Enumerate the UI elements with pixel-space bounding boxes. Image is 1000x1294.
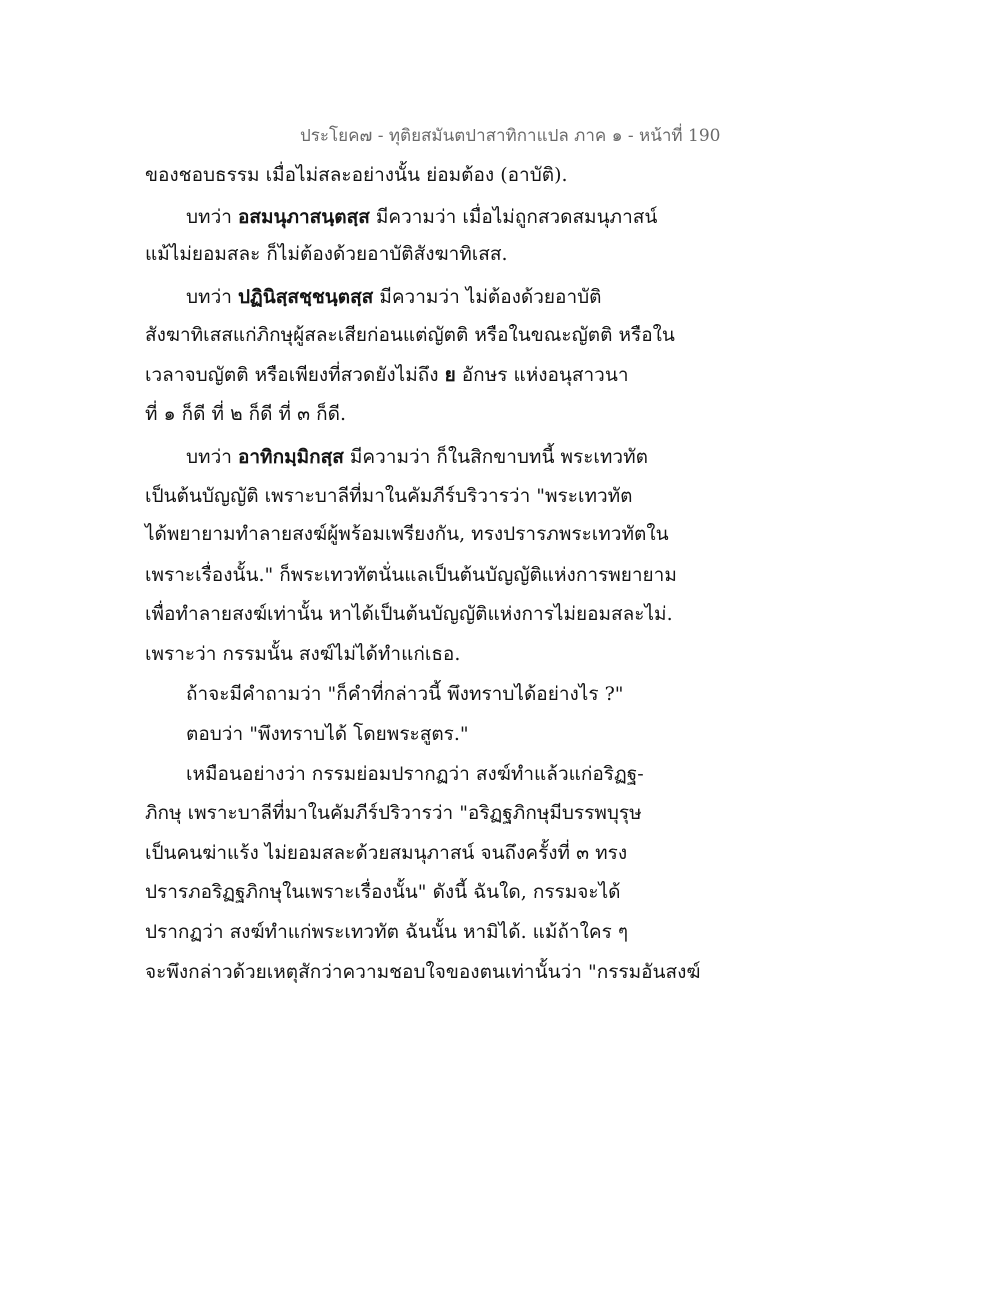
text-line-4 xyxy=(186,283,602,311)
text-line-8 xyxy=(186,443,648,471)
text-line-10: ได้พยายามทำลายสงฆ์ผู้พร้อมเพรียงกัน, ทรงปรารภพระเทวทัตใน xyxy=(145,523,669,545)
text-line-18: เป็นคนฆ่าแร้ง ไม่ยอมสละด้วยสมนุภาสน์ จนถึงครั้งที่ ๓ ทรง xyxy=(145,842,628,864)
line-rest: มีความว่า ก็ในสิกขาบทนี้ พระเทวทัต xyxy=(343,446,648,468)
line-lead: บทว่า xyxy=(186,286,238,308)
defined-term: ปฏินิสฺสชฺชนฺตสฺส xyxy=(237,286,374,308)
defined-term: อาทิกมฺมิกสฺส xyxy=(237,446,344,468)
text-line-9: เป็นต้นบัญญัติ เพราะบาลีที่มาในคัมภีร์บริวารว่า "พระเทวทัต xyxy=(145,485,633,507)
defined-term: ย xyxy=(444,364,456,386)
text-line-20: ปรากฏว่า สงฆ์ทำแก่พระเทวทัต ฉันนั้น หามิได้. แม้ถ้าใคร ๆ xyxy=(145,921,629,943)
text-line-5: สังฆาทิเสสแก่ภิกษุผู้สละเสียก่อนแต่ญัตติ หรือในขณะญัตติ หรือใน xyxy=(145,324,675,346)
text-line-14: ถ้าจะมีคำถามว่า "ก็คำที่กล่าวนี้ พึงทราบได้อย่างไร ?" xyxy=(186,683,624,705)
text-line-7: ที่ ๑ ก็ดี ที่ ๒ ก็ดี ที่ ๓ ก็ดี. xyxy=(145,403,347,425)
defined-term: อสมนุภาสนฺตสฺส xyxy=(237,206,370,228)
text-line-17: ภิกษุ เพราะบาลีที่มาในคัมภีร์ปริวารว่า "อริฏฐภิกษุมีบรรพบุรุษ xyxy=(145,802,642,824)
text-line-13: เพราะว่า กรรมนั้น สงฆ์ไม่ได้ทำแก่เธอ. xyxy=(145,643,461,665)
line-rest: อักษร แห่งอนุสาวนา xyxy=(455,364,629,386)
text-line-15: ตอบว่า "พึงทราบได้ โดยพระสูตร." xyxy=(186,723,469,745)
text-line-16: เหมือนอย่างว่า กรรมย่อมปรากฏว่า สงฆ์ทำแล้วแก่อริฏฐ- xyxy=(186,763,644,785)
text-line-12: เพื่อทำลายสงฆ์เท่านั้น หาได้เป็นต้นบัญญัติแห่งการไม่ยอมสละไม่. xyxy=(145,603,673,625)
line-rest: มีความว่า ไม่ต้องด้วยอาบัติ xyxy=(373,286,602,308)
line-lead: บทว่า xyxy=(186,446,238,468)
text-line-19: ปรารภอริฏฐภิกษุในเพราะเรื่องนั้น" ดังนี้ ฉันใด, กรรมจะได้ xyxy=(145,881,621,903)
line-lead: เวลาจบญัตติ หรือเพียงที่สวดยังไม่ถึง xyxy=(145,364,445,386)
text-line-11: เพราะเรื่องนั้น." ก็พระเทวทัตนั่นแลเป็นต้นบัญญัติแห่งการพยายาม xyxy=(145,564,677,586)
text-line-1: ของชอบธรรม เมื่อไม่สละอย่างนั้น ย่อมต้อง (อาบัติ). xyxy=(145,164,568,186)
text-line-2 xyxy=(186,203,657,231)
text-line-3: แม้ไม่ยอมสละ ก็ไม่ต้องด้วยอาบัติสังฆาทิเสส. xyxy=(145,243,508,265)
line-rest: มีความว่า เมื่อไม่ถูกสวดสมนุภาสน์ xyxy=(369,206,658,228)
page-header: ประโยค๗ - ทุติยสมันตปาสาทิกาแปล ภาค ๑ - หน้าที่ 190 xyxy=(300,126,721,146)
line-lead: บทว่า xyxy=(186,206,238,228)
text-line-21: จะพึงกล่าวด้วยเหตุสักว่าความชอบใจของตนเท่านั้นว่า "กรรมอันสงฆ์ xyxy=(145,961,701,983)
text-line-6 xyxy=(145,361,629,389)
